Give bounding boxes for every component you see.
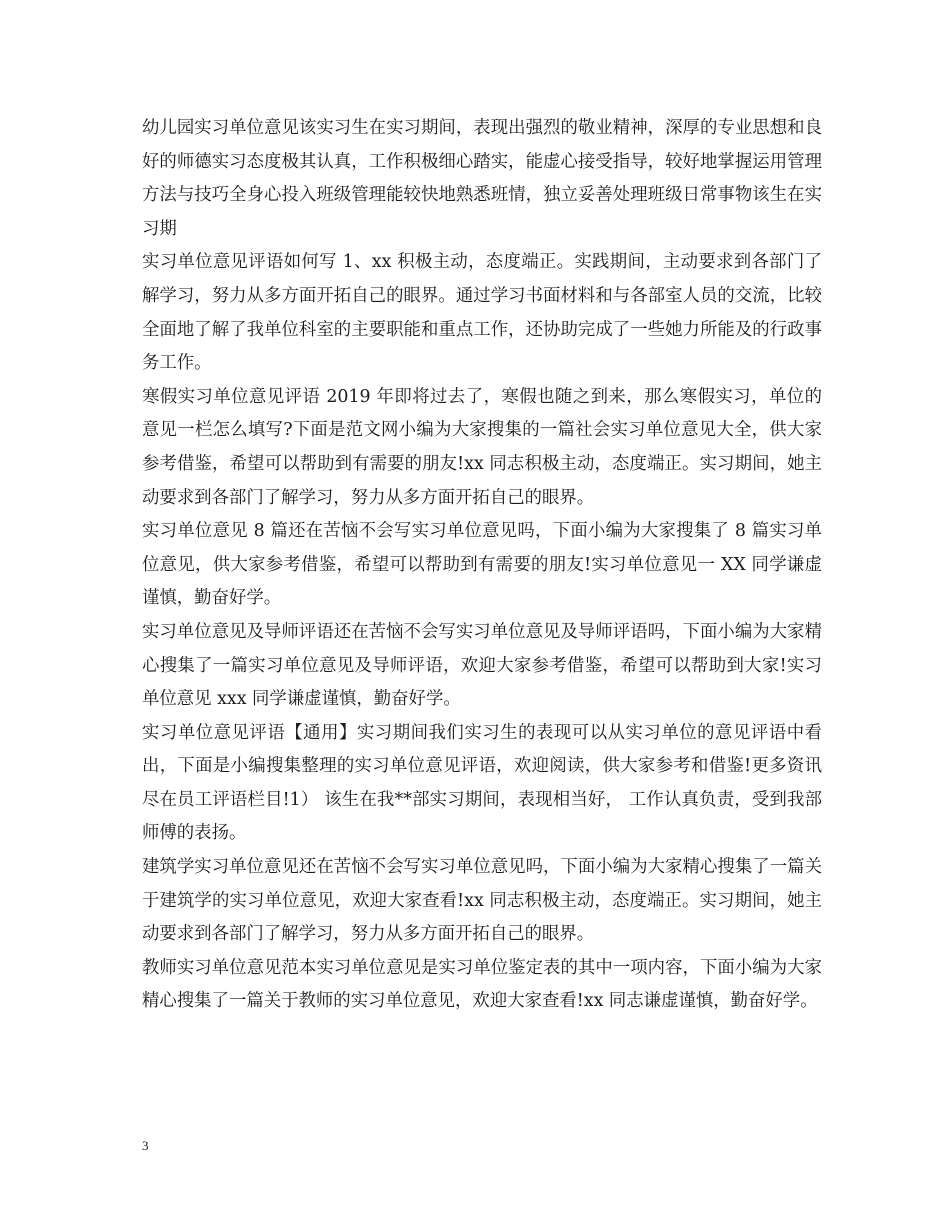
paragraph-general-comments: 实习单位意见评语【通用】实习期间我们实习生的表现可以从实习单位的意见评语中看出，下面是小编搜集整理的实习单位意见评语，欢迎阅读，供大家参考和借鉴!更多资讯尽在员工评语栏目!1） 该生在我**部实习期间，表现相当好， 工作认真负责，受到我部师傅的表扬。 [142, 722, 822, 844]
document-body [142, 112, 822, 1019]
paragraph-architecture: 建筑学实习单位意见还在苦恼不会写实习单位意见吗，下面小编为大家精心搜集了一篇关于建筑学的实习单位意见，欢迎大家查看!xx 同志积极主动，态度端正。实习期间，她主动要求到各部门了解学习，努力从多方面开拓自己的眼界。 [142, 857, 822, 945]
paragraph-teacher: 教师实习单位意见范本实习单位意见是实习单位鉴定表的其中一项内容，下面小编为大家精心搜集了一篇关于教师的实习单位意见，欢迎大家查看!xx 同志谦虚谨慎，勤奋好学。 [142, 957, 822, 1012]
paragraph-kindergarten: 幼儿园实习单位意见该实习生在实习期间，表现出强烈的敬业精神，深厚的专业思想和良好的师德实习态度极其认真，工作积极细心踏实，能虚心接受指导，较好地掌握运用管理方法与技巧全身心投入班级管理能较快地熟悉班情，独立妥善处理班级日常事物该生在实习期 [142, 118, 822, 239]
paragraph-how-to-write: 实习单位意见评语如何写 1、xx 积极主动，态度端正。实践期间，主动要求到各部门了解学习，努力从多方面开拓自己的眼界。通过学习书面材料和与各部室人员的交流，比较全面地了解了我单位科室的主要职能和重点工作，还协助完成了一些她力所能及的行政事务工作。 [142, 252, 822, 374]
paragraph-mentor-comments: 实习单位意见及导师评语还在苦恼不会写实习单位意见及导师评语吗，下面小编为大家精心搜集了一篇实习单位意见及导师评语，欢迎大家参考借鉴，希望可以帮助到大家!实习单位意见 xxx 同学谦虚谨慎，勤奋好学。 [142, 621, 822, 710]
paragraph-winter-break: 寒假实习单位意见评语 2019 年即将过去了，寒假也随之到来，那么寒假实习，单位的意见一栏怎么填写?下面是范文网小编为大家搜集的一篇社会实习单位意见大全，供大家参考借鉴，希望可以帮助到有需要的朋友!xx 同志积极主动，态度端正。实习期间，她主动要求到各部门了解学习，努力从多方面开拓自己的眼界。 [142, 386, 822, 508]
page-number: 3 [142, 1138, 149, 1153]
paragraph-eight-articles: 实习单位意见 8 篇还在苦恼不会写实习单位意见吗，下面小编为大家搜集了 8 篇实习单位意见，供大家参考借鉴，希望可以帮助到有需要的朋友!实习单位意见一 XX 同学谦虚谨慎，勤奋好学。 [142, 521, 822, 609]
